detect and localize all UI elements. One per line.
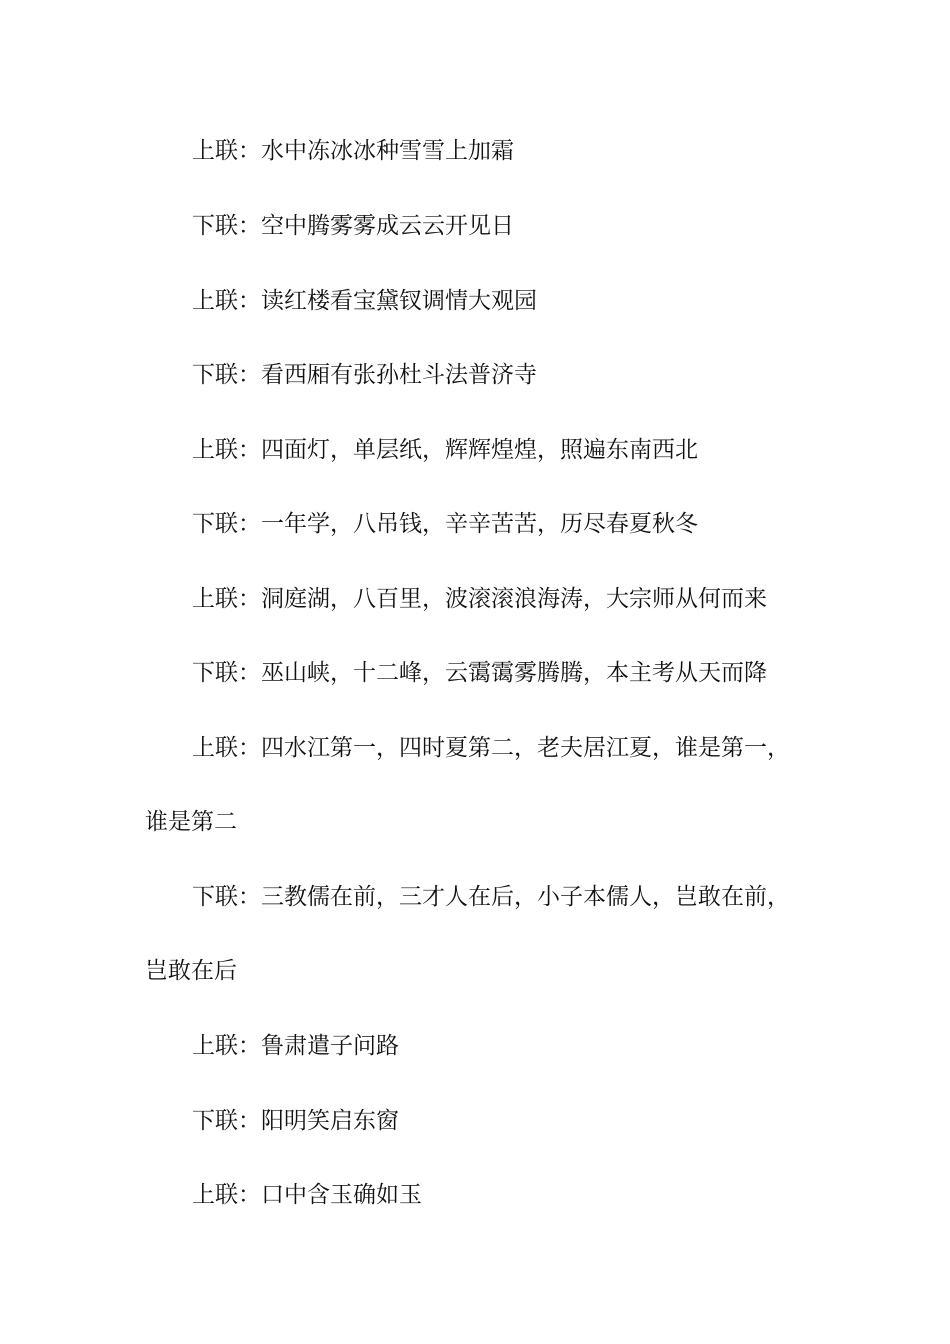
- couplet-line: 上联：洞庭湖，八百里，波滚滚浪海涛，大宗师从何而来: [192, 586, 767, 612]
- couplet-line: 上联：鲁肃遣子问路: [192, 1033, 399, 1059]
- couplet-line-continuation: 谁是第二: [145, 809, 237, 835]
- couplet-line: 上联：四面灯，单层纸，辉辉煌煌，照遍东南西北: [192, 437, 698, 463]
- couplet-line: 下联：阳明笑启东窗: [192, 1108, 399, 1134]
- couplet-line: 下联：空中腾雾雾成云云开见日: [192, 213, 514, 239]
- couplet-line: 上联：四水江第一，四时夏第二，老夫居江夏，谁是第一，: [192, 735, 790, 761]
- couplet-line: 上联：读红楼看宝黛钗调情大观园: [192, 288, 537, 314]
- couplet-line: 下联：三教儒在前，三才人在后，小子本儒人，岂敢在前，: [192, 884, 790, 910]
- couplet-line: 上联：口中含玉确如玉: [192, 1182, 422, 1208]
- couplet-line-continuation: 岂敢在后: [145, 958, 237, 984]
- couplet-line: 上联：水中冻冰冰种雪雪上加霜: [192, 138, 514, 164]
- couplet-line: 下联：巫山峡，十二峰，云霭霭雾腾腾，本主考从天而降: [192, 660, 767, 686]
- couplet-line: 下联：一年学，八吊钱，辛辛苦苦，历尽春夏秋冬: [192, 511, 698, 537]
- couplet-line: 下联：看西厢有张孙杜斗法普济寺: [192, 362, 537, 388]
